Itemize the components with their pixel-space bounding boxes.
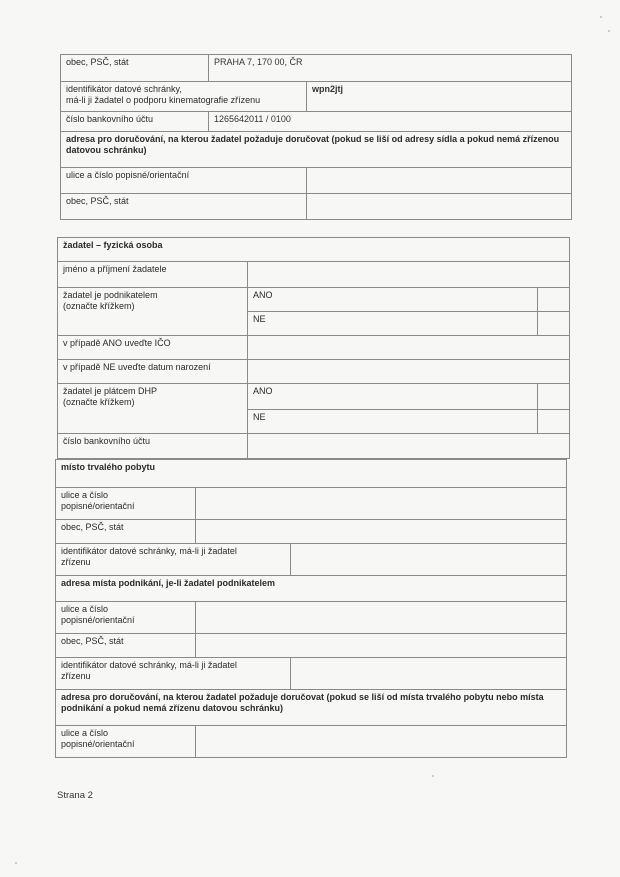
checkbox-entrepreneur-no[interactable]: [538, 312, 570, 336]
label-vat-line1: žadatel je plátcem DHP: [63, 386, 158, 396]
label-ico: v případě ANO uveďte IČO: [58, 336, 248, 360]
label-business-street-line1: ulice a číslo: [61, 604, 109, 614]
row-birth: [58, 360, 570, 384]
row-delivery-street: [61, 168, 572, 194]
input-delivery2-street[interactable]: [196, 726, 567, 758]
input-residence-city[interactable]: [196, 520, 567, 544]
row-person-bank: [58, 434, 570, 459]
delivery2-heading: adresa pro doručování, na kterou žadatel požaduje doručovat (pokud se liší od místa trvalého pobytu nebo místa podnikání a pokud nemá zřízenu datovou schránku): [56, 690, 567, 726]
input-residence-idds[interactable]: [291, 544, 567, 576]
row-business-idds: [56, 658, 567, 690]
value-bank[interactable]: 1265642011 / 0100: [209, 112, 572, 132]
label-business-street: [56, 602, 196, 634]
scan-speck: [600, 16, 602, 18]
input-person-bank[interactable]: [248, 434, 570, 459]
label-business-idds: [56, 658, 291, 690]
label-residence-idds: [56, 544, 291, 576]
label-delivery2-street: [56, 726, 196, 758]
input-delivery-city[interactable]: [307, 194, 572, 220]
row-obec: [61, 55, 572, 82]
label-person-bank: číslo bankovního účtu: [58, 434, 248, 459]
label-idds-line1: identifikátor datové schránky,: [66, 84, 182, 94]
option-vat-no: NE: [248, 410, 538, 434]
business-heading: adresa místa podnikání, je-li žadatel podnikatelem: [56, 576, 567, 602]
label-birth: v případě NE uveďte datum narození: [58, 360, 248, 384]
input-business-idds[interactable]: [291, 658, 567, 690]
table-addresses: [55, 459, 567, 758]
option-vat-yes: ANO: [248, 384, 538, 410]
checkbox-vat-no[interactable]: [538, 410, 570, 434]
row-business-city: [56, 634, 567, 658]
label-obec: obec, PSČ, stát: [61, 55, 209, 82]
table-applicant-top: [60, 54, 572, 220]
label-entrepreneur-line1: žadatel je podnikatelem: [63, 290, 158, 300]
row-residence-heading: [56, 460, 567, 488]
label-idds-line2: má-li ji žadatel o podporu kinematografie zřízenu: [66, 95, 261, 105]
row-business-heading: [56, 576, 567, 602]
label-vat-line2: (označte křížkem): [63, 397, 135, 407]
label-delivery-street: ulice a číslo popisné/orientační: [61, 168, 307, 194]
checkbox-entrepreneur-yes[interactable]: [538, 288, 570, 312]
row-entrepreneur-yes: [58, 288, 570, 312]
row-ico: [58, 336, 570, 360]
residence-heading: místo trvalého pobytu: [56, 460, 567, 488]
row-name: [58, 262, 570, 288]
input-ico[interactable]: [248, 336, 570, 360]
scan-speck: [608, 30, 610, 32]
label-business-city: obec, PSČ, stát: [56, 634, 196, 658]
label-entrepreneur: [58, 288, 248, 336]
label-residence-street: [56, 488, 196, 520]
input-delivery-street[interactable]: [307, 168, 572, 194]
label-name: jméno a příjmení žadatele: [58, 262, 248, 288]
input-birth[interactable]: [248, 360, 570, 384]
row-person-heading: [58, 238, 570, 262]
checkbox-vat-yes[interactable]: [538, 384, 570, 410]
option-entrepreneur-no: NE: [248, 312, 538, 336]
input-residence-street[interactable]: [196, 488, 567, 520]
delivery-heading: adresa pro doručování, na kterou žadatel požaduje doručovat (pokud se liší od adresy sídla a pokud nemá zřízenou datovou schránku): [61, 132, 572, 168]
label-entrepreneur-line2: (označte křížkem): [63, 301, 135, 311]
label-delivery2-street-line2: popisné/orientační: [61, 739, 135, 749]
option-entrepreneur-yes: ANO: [248, 288, 538, 312]
input-business-street[interactable]: [196, 602, 567, 634]
scan-speck: [15, 862, 17, 864]
label-vat: [58, 384, 248, 434]
label-business-idds-line1: identifikátor datové schránky, má-li ji žadatel: [61, 660, 237, 670]
label-delivery2-street-line1: ulice a číslo: [61, 728, 109, 738]
label-residence-idds-line2: zřízenu: [61, 557, 91, 567]
label-business-idds-line2: zřízenu: [61, 671, 91, 681]
row-bank: [61, 112, 572, 132]
scan-speck: [432, 775, 434, 777]
page-number: Strana 2: [57, 790, 93, 801]
label-residence-street-line2: popisné/orientační: [61, 501, 135, 511]
row-delivery2-street: [56, 726, 567, 758]
row-delivery-city: [61, 194, 572, 220]
row-residence-idds: [56, 544, 567, 576]
label-business-street-line2: popisné/orientační: [61, 615, 135, 625]
row-idds: [61, 82, 572, 112]
label-bank: číslo bankovního účtu: [61, 112, 209, 132]
label-residence-street-line1: ulice a číslo: [61, 490, 109, 500]
input-business-city[interactable]: [196, 634, 567, 658]
label-residence-idds-line1: identifikátor datové schránky, má-li ji žadatel: [61, 546, 237, 556]
row-residence-street: [56, 488, 567, 520]
label-delivery-city: obec, PSČ, stát: [61, 194, 307, 220]
table-natural-person: [57, 237, 570, 459]
person-heading: žadatel – fyzická osoba: [58, 238, 570, 262]
row-residence-city: [56, 520, 567, 544]
label-residence-city: obec, PSČ, stát: [56, 520, 196, 544]
label-idds: [61, 82, 307, 112]
value-idds[interactable]: wpn2jtj: [307, 82, 572, 112]
row-delivery2-heading: [56, 690, 567, 726]
input-name[interactable]: [248, 262, 570, 288]
row-delivery-heading: [61, 132, 572, 168]
row-business-street: [56, 602, 567, 634]
row-vat-yes: [58, 384, 570, 410]
value-obec[interactable]: PRAHA 7, 170 00, ČR: [209, 55, 572, 82]
